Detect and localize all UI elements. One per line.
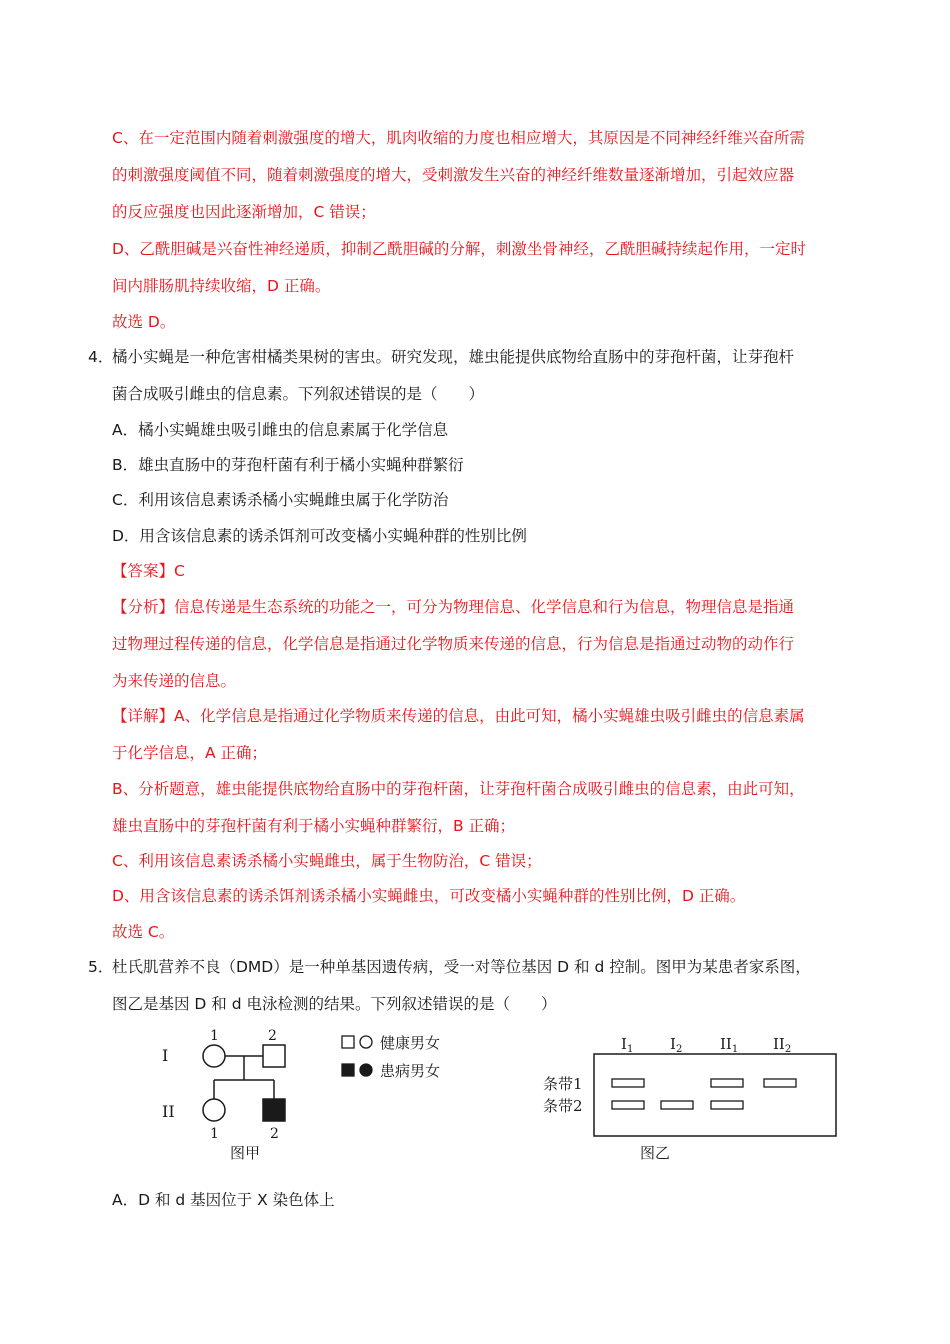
pedigree-i2-number: 2 (268, 1028, 277, 1044)
legend-sick-label: 患病男女 (380, 1062, 441, 1080)
gel-lane-subscript: 2 (784, 1044, 792, 1055)
gel-band-2 (711, 1101, 743, 1109)
pedigree-i1-number: 1 (210, 1028, 219, 1044)
gel-lane-subscript: 2 (675, 1044, 683, 1055)
gel-band-2 (612, 1101, 644, 1109)
q5-stem-line1: 杜氏肌营养不良（DMD）是一种单基因遗传病，受一对等位基因 D 和 d 控制。图甲为某患者家系图， (112, 958, 811, 976)
pedigree-gen-1-label: I (162, 1046, 169, 1065)
q5-number: 5． (88, 958, 114, 976)
pedigree-ii1-healthy-female (203, 1099, 225, 1121)
gel-lane-subscript: 1 (731, 1044, 739, 1055)
legend-healthy-label: 健康男女 (380, 1034, 441, 1052)
gel-lane-label: $II_1$ (720, 1035, 739, 1055)
gel-band-2 (661, 1101, 693, 1109)
q4-stem-line2: 菌合成吸引雌虫的信息素。下列叙述错误的是（ ） (112, 385, 485, 403)
gel-frame (594, 1054, 836, 1136)
q4-detail-line1: 【详解】A、化学信息是指通过化学物质来传递的信息，由此可知，橘小实蝇雄虫吸引雌虫的信息素属 (112, 707, 805, 725)
q4-conclusion: 故选 C。 (112, 923, 175, 941)
q4-detail-b-line1: B、分析题意，雄虫能提供底物给直肠中的芽孢杆菌，让芽孢杆菌合成吸引雌虫的信息素，由此可知， (112, 780, 805, 798)
q4-number: 4． (88, 348, 114, 366)
q4-detail-line2: 于化学信息，A 正确； (112, 744, 268, 762)
pedigree-gen-2-label: II (162, 1102, 175, 1121)
gel-band-1 (612, 1079, 644, 1087)
pedigree-ii2-affected-male (263, 1099, 285, 1121)
q4-answer: 【答案】C (112, 562, 185, 580)
pedigree-caption: 图甲 (230, 1144, 261, 1162)
legend-sick-female-icon (360, 1064, 372, 1076)
gel-band1-label: 条带1 (543, 1075, 583, 1093)
gel-lane-label: $I_2$ (670, 1035, 683, 1055)
q4-detail-c: C、利用该信息素诱杀橘小实蝇雌虫，属于生物防治，C 错误； (112, 852, 542, 870)
q4-option-a: A．橘小实蝇雄虫吸引雌虫的信息素属于化学信息 (112, 421, 449, 439)
legend-sick-male-icon (342, 1064, 354, 1076)
gel-band2-label: 条带2 (543, 1097, 583, 1115)
q4-detail-b-line2: 雄虫直肠中的芽孢杆菌有利于橘小实蝇种群繁衍，B 正确； (112, 817, 516, 835)
gel-lane-subscript: 1 (626, 1044, 634, 1055)
q3-option-d-line2: 间内腓肠肌持续收缩，D 正确。 (112, 277, 331, 295)
electrophoresis-figure (540, 1022, 840, 1162)
q3-option-c-line3: 的反应强度也因此逐渐增加，C 错误； (112, 203, 376, 221)
q3-conclusion: 故选 D。 (112, 313, 176, 331)
q3-option-c-line2: 的刺激强度阈值不同，随着刺激强度的增大，受刺激发生兴奋的神经纤维数量逐渐增加，引起效应器 (112, 166, 795, 184)
q3-option-c-line1: C、在一定范围内随着刺激强度的增大，肌肉收缩的力度也相应增大，其原因是不同神经纤维兴奋所需 (112, 129, 805, 147)
legend-healthy-male-icon (342, 1036, 354, 1048)
pedigree-i1-healthy-female (203, 1045, 225, 1067)
pedigree-ii1-number: 1 (210, 1126, 219, 1142)
gel-caption: 图乙 (640, 1144, 671, 1162)
q4-analysis-line3: 为来传递的信息。 (112, 672, 237, 690)
gel-lane-label: $I_1$ (621, 1035, 634, 1055)
gel-band-1 (764, 1079, 796, 1087)
q4-option-c: C．利用该信息素诱杀橘小实蝇雌虫属于化学防治 (112, 491, 449, 509)
q3-option-d-line1: D、乙酰胆碱是兴奋性神经递质，抑制乙酰胆碱的分解，刺激坐骨神经，乙酰胆碱持续起作用，一定时 (112, 240, 806, 258)
q4-option-b: B．雄虫直肠中的芽孢杆菌有利于橘小实蝇种群繁衍 (112, 456, 464, 474)
q4-analysis-line2: 过物理过程传递的信息，化学信息是指通过化学物质来传递的信息，行为信息是指通过动物的动作行 (112, 635, 795, 653)
gel-lane-label: $II_2$ (773, 1035, 792, 1055)
q5-stem-line2: 图乙是基因 D 和 d 电泳检测的结果。下列叙述错误的是（ ） (112, 995, 557, 1013)
q4-detail-d: D、用含该信息素的诱杀饵剂诱杀橘小实蝇雌虫，可改变橘小实蝇种群的性别比例，D 正确。 (112, 887, 746, 905)
pedigree-ii2-number: 2 (270, 1126, 279, 1142)
q4-analysis-line1: 【分析】信息传递是生态系统的功能之一，可分为物理信息、化学信息和行为信息，物理信息是指通 (112, 598, 795, 616)
q4-option-d: D．用含该信息素的诱杀饵剂可改变橘小实蝇种群的性别比例 (112, 527, 527, 545)
q4-stem-line1: 橘小实蝇是一种危害柑橘类果树的害虫。研究发现，雄虫能提供底物给直肠中的芽孢杆菌，让芽孢杆 (112, 348, 795, 366)
gel-band-1 (711, 1079, 743, 1087)
pedigree-i2-healthy-male (263, 1045, 285, 1067)
q5-option-a: A．D 和 d 基因位于 X 染色体上 (112, 1191, 335, 1209)
legend-healthy-female-icon (360, 1036, 372, 1048)
